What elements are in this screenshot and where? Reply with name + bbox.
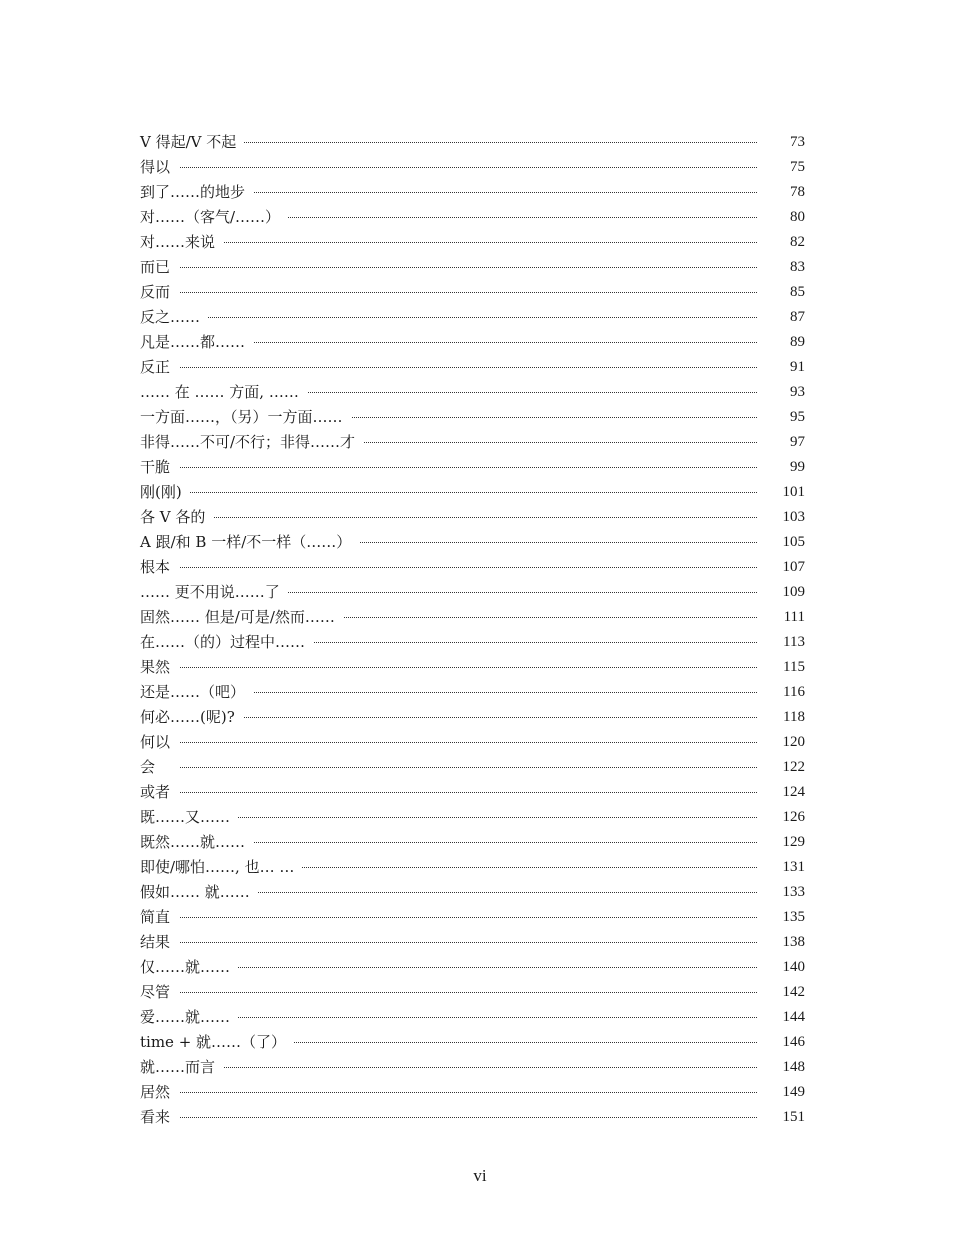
toc-entry — [140, 979, 805, 1004]
toc-entry-page: 140 — [765, 957, 805, 977]
toc-entry-title: 还是……（吧） — [140, 682, 253, 702]
toc-entry-page: 101 — [765, 482, 805, 502]
toc-entry-page: 95 — [765, 407, 805, 427]
toc-entry — [140, 454, 805, 479]
dot-leader — [180, 817, 757, 818]
toc-entry — [140, 529, 805, 554]
toc-entry — [140, 1104, 805, 1129]
toc-entry — [140, 504, 805, 529]
toc-entry-page: 126 — [765, 807, 805, 827]
toc-entry — [140, 354, 805, 379]
toc-entry-title: 各 V 各的 — [140, 507, 213, 527]
toc-entry — [140, 379, 805, 404]
toc-entry-page: 80 — [765, 207, 805, 227]
toc-entry — [140, 404, 805, 429]
toc-entry-title: 会 — [140, 757, 163, 777]
dot-leader — [180, 492, 757, 493]
toc-entry-page: 93 — [765, 382, 805, 402]
toc-entry-title: 简直 — [140, 907, 178, 927]
toc-entry — [140, 754, 805, 779]
toc-entry — [140, 154, 805, 179]
toc-entry-page: 107 — [765, 557, 805, 577]
toc-entry-page: 109 — [765, 582, 805, 602]
dot-leader — [180, 992, 757, 993]
toc-entry-title: 爱……就…… — [140, 1007, 238, 1027]
toc-entry — [140, 704, 805, 729]
toc-entry-page: 113 — [765, 632, 805, 652]
dot-leader — [180, 967, 757, 968]
toc-entry-title: 果然 — [140, 657, 178, 677]
toc-entry-page: 133 — [765, 882, 805, 902]
toc-entry-page: 120 — [765, 732, 805, 752]
toc-entry-title: 既……又…… — [140, 807, 238, 827]
toc-entry-title: …… 在 …… 方面, …… — [140, 382, 307, 402]
toc-entry-title: 何以 — [140, 732, 178, 752]
dot-leader — [180, 742, 757, 743]
toc-entry — [140, 804, 805, 829]
toc-entry-title: 干脆 — [140, 457, 178, 477]
toc-entry-page: 116 — [765, 682, 805, 702]
toc-entry-page: 118 — [765, 707, 805, 727]
dot-leader — [180, 842, 757, 843]
toc-entry-page: 115 — [765, 657, 805, 677]
toc-entry-title: 得以 — [140, 157, 178, 177]
toc-entry-page: 105 — [765, 532, 805, 552]
toc-entry-title: 既然……就…… — [140, 832, 253, 852]
dot-leader — [180, 517, 757, 518]
toc-entry-page: 142 — [765, 982, 805, 1002]
toc-entry-page: 97 — [765, 432, 805, 452]
toc-entry-title: 而已 — [140, 257, 178, 277]
toc-entry-page: 131 — [765, 857, 805, 877]
toc-entry-title: …… 更不用说……了 — [140, 582, 288, 602]
toc-entry-title: 看来 — [140, 1107, 178, 1127]
toc-entry — [140, 729, 805, 754]
dot-leader — [180, 1092, 757, 1093]
toc-entry — [140, 304, 805, 329]
toc-entry-page: 148 — [765, 1057, 805, 1077]
toc-entry-page: 111 — [765, 607, 805, 627]
toc-entry-title: 何必……(呢)? — [140, 707, 243, 727]
toc-entry — [140, 479, 805, 504]
toc-entry-page: 144 — [765, 1007, 805, 1027]
dot-leader — [180, 367, 757, 368]
toc-entry — [140, 779, 805, 804]
dot-leader — [180, 317, 757, 318]
toc-entry — [140, 329, 805, 354]
toc-entry — [140, 1054, 805, 1079]
toc-entry-page: 83 — [765, 257, 805, 277]
toc-entry-page: 149 — [765, 1082, 805, 1102]
dot-leader — [180, 242, 757, 243]
toc-entry — [140, 554, 805, 579]
dot-leader — [180, 1117, 757, 1118]
toc-entry — [140, 654, 805, 679]
toc-entry — [140, 854, 805, 879]
toc-entry-page: 151 — [765, 1107, 805, 1127]
dot-leader — [180, 892, 757, 893]
toc-entry-title: 仅……就…… — [140, 957, 238, 977]
dot-leader — [180, 917, 757, 918]
toc-entry — [140, 279, 805, 304]
toc-entry-page: 103 — [765, 507, 805, 527]
toc-entry-page: 122 — [765, 757, 805, 777]
toc-entry — [140, 1079, 805, 1104]
toc-entry-page: 82 — [765, 232, 805, 252]
toc-entry — [140, 929, 805, 954]
toc-entry — [140, 254, 805, 279]
dot-leader — [180, 792, 757, 793]
dot-leader — [180, 1017, 757, 1018]
toc-entry — [140, 1029, 805, 1054]
dot-leader — [180, 342, 757, 343]
toc-entry-page: 146 — [765, 1032, 805, 1052]
toc-entry-title: 对……（客气/……） — [140, 207, 288, 227]
toc-entry-page: 138 — [765, 932, 805, 952]
toc-entry — [140, 579, 805, 604]
toc-entry-title: time + 就……（了） — [140, 1032, 294, 1052]
toc-entry-title: 到了……的地步 — [140, 182, 253, 202]
toc-entry-page: 78 — [765, 182, 805, 202]
toc-entry-page: 89 — [765, 332, 805, 352]
dot-leader — [180, 717, 757, 718]
toc-entry-page: 124 — [765, 782, 805, 802]
toc-entry-title: 即使/哪怕……, 也… … — [140, 857, 302, 877]
toc-entry-title: 凡是……都…… — [140, 332, 253, 352]
toc-entry-title: 或者 — [140, 782, 178, 802]
toc-entry — [140, 179, 805, 204]
dot-leader — [180, 567, 757, 568]
toc-entry-title: 刚(刚) — [140, 482, 190, 502]
toc-entry-page: 135 — [765, 907, 805, 927]
toc-entry — [140, 829, 805, 854]
toc-entry-title: 在……（的）过程中…… — [140, 632, 313, 652]
toc-entry-title: 一方面……，（另）一方面…… — [140, 407, 351, 427]
dot-leader — [180, 692, 757, 693]
toc-entry — [140, 904, 805, 929]
toc-entry-page: 75 — [765, 157, 805, 177]
dot-leader — [180, 192, 757, 193]
toc-entry-title: 对……来说 — [140, 232, 223, 252]
dot-leader — [180, 467, 757, 468]
dot-leader — [180, 1067, 757, 1068]
toc-entry-title: 固然…… 但是/可是/然而…… — [140, 607, 343, 627]
toc-entry — [140, 629, 805, 654]
dot-leader — [180, 767, 757, 768]
toc-entry-title: 尽管 — [140, 982, 178, 1002]
toc-entry-page: 129 — [765, 832, 805, 852]
dot-leader — [180, 292, 757, 293]
toc-entry — [140, 229, 805, 254]
dot-leader — [180, 267, 757, 268]
toc-entry-title: 反正 — [140, 357, 178, 377]
toc-entry-page: 73 — [765, 132, 805, 152]
toc-entry-page: 91 — [765, 357, 805, 377]
toc-entry-title: 根本 — [140, 557, 178, 577]
toc-entry-title: 反之…… — [140, 307, 208, 327]
toc-entry — [140, 1004, 805, 1029]
toc-entry-title: 结果 — [140, 932, 178, 952]
toc-entry-title: 非得……不可/不行；非得……才 — [140, 432, 363, 452]
page-number: vi — [473, 1166, 487, 1185]
toc-entry — [140, 129, 805, 154]
toc-entry — [140, 679, 805, 704]
toc-entry-title: 反而 — [140, 282, 178, 302]
dot-leader — [180, 667, 757, 668]
toc-entry — [140, 204, 805, 229]
toc-entry-title: 假如…… 就…… — [140, 882, 258, 902]
dot-leader — [180, 142, 757, 143]
toc-entry — [140, 954, 805, 979]
toc-entry — [140, 879, 805, 904]
dot-leader — [180, 942, 757, 943]
toc-entry-title: 居然 — [140, 1082, 178, 1102]
toc-entry — [140, 429, 805, 454]
table-of-contents — [140, 129, 805, 1129]
dot-leader — [180, 167, 757, 168]
toc-entry-title: A 跟/和 B 一样/不一样（……） — [140, 532, 359, 552]
toc-entry — [140, 604, 805, 629]
toc-entry-title: V 得起/V 不起 — [140, 132, 244, 152]
toc-entry-page: 87 — [765, 307, 805, 327]
toc-entry-page: 99 — [765, 457, 805, 477]
toc-entry-page: 85 — [765, 282, 805, 302]
toc-entry-title: 就……而言 — [140, 1057, 223, 1077]
